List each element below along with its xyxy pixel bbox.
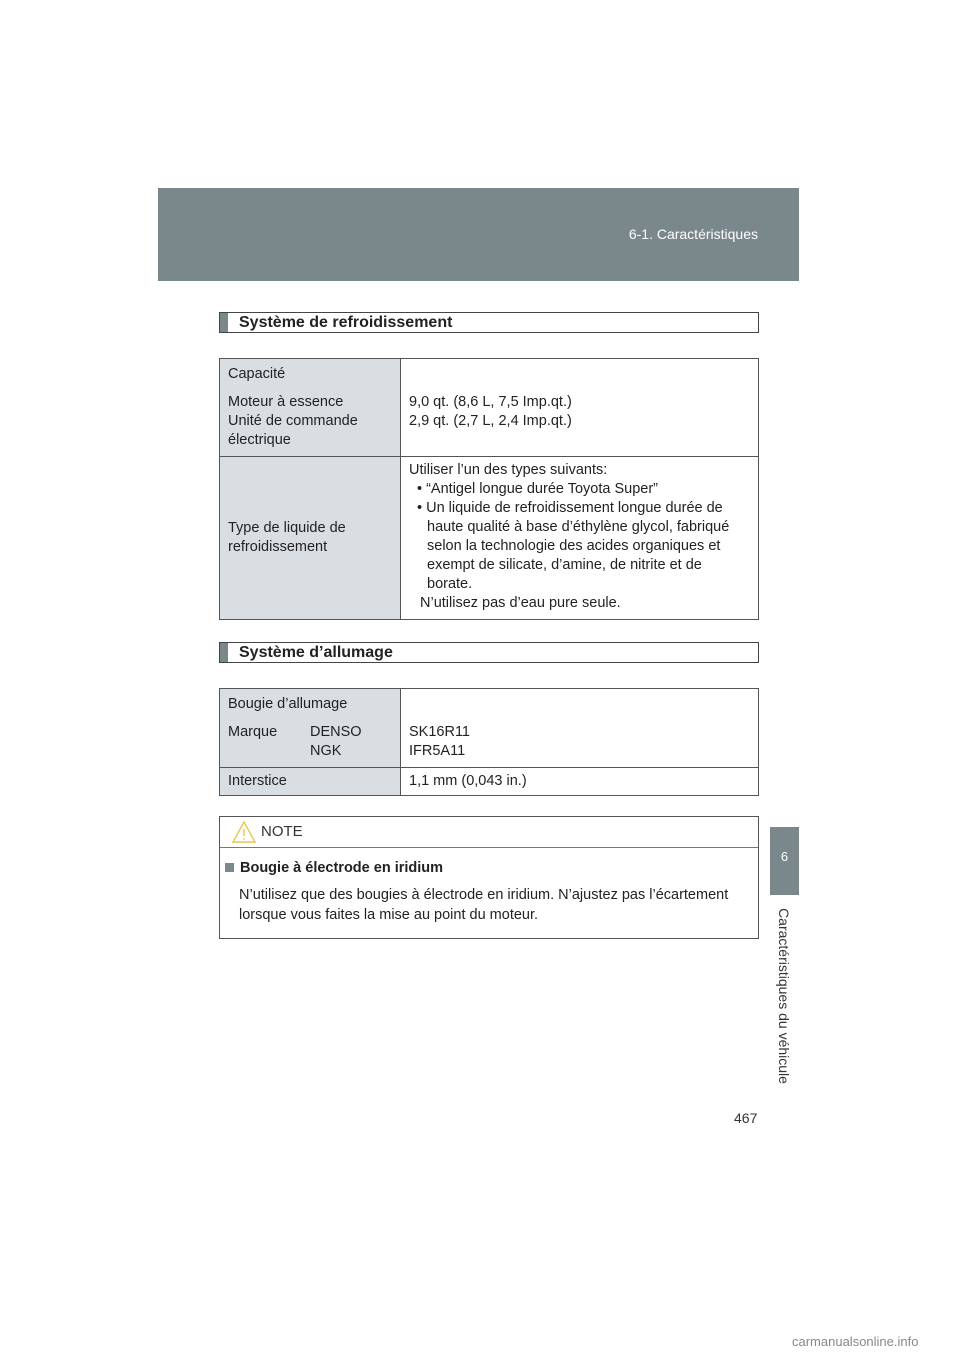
unit-label-2: électrique — [228, 432, 291, 448]
note-box — [219, 816, 759, 939]
page-number: 467 — [734, 1110, 758, 1126]
brand-denso: DENSO — [310, 724, 362, 740]
chapter-tab — [770, 827, 799, 895]
section-label: 6-1. Caractéristiques — [628, 226, 758, 242]
brand-label: Marque — [228, 724, 278, 740]
watermark: carmanualsonline.info — [792, 1334, 919, 1349]
spark-plug-value-denso: SK16R11 — [409, 724, 470, 740]
ignition-section-title: Système d’allumage — [239, 644, 393, 661]
engine-label: Moteur à essence — [228, 394, 344, 410]
gap-label: Interstice — [228, 773, 287, 789]
header-band — [158, 188, 799, 281]
coolant-item-2: • Un liquide de refroidissement longue durée de haute qualité à base d’éthylène glycol, fabriqué selon la technologie des acides organiques et exempt de silicate, d’amine, de nitrite et de borate. — [417, 500, 730, 592]
cooling-section-title-bar — [219, 312, 759, 333]
table-row — [220, 457, 759, 620]
table-row — [220, 768, 759, 796]
square-bullet-icon — [225, 863, 234, 872]
coolant-warning: N’utilisez pas d’eau pure seule. — [420, 595, 621, 611]
coolant-label-cell — [220, 457, 401, 620]
spark-plug-label: Bougie d’allumage — [228, 696, 348, 712]
capacity-value-cell — [401, 359, 759, 457]
spark-plug-label-cell — [220, 689, 401, 768]
brand-ngk: NGK — [310, 743, 342, 759]
capacity-label: Capacité — [228, 366, 286, 382]
cooling-section-title: Système de refroidissement — [239, 314, 453, 331]
cooling-spec-table — [219, 358, 759, 620]
gap-value-cell — [401, 768, 759, 796]
unit-capacity-value: 2,9 qt. (2,7 L, 2,4 Imp.qt.) — [409, 413, 572, 429]
ignition-spec-table — [219, 688, 759, 796]
coolant-value-cell — [401, 457, 759, 620]
coolant-label-2: refroidissement — [228, 539, 328, 555]
ignition-section-title-bar — [219, 642, 759, 663]
note-header — [220, 817, 758, 848]
coolant-item-1: • “Antigel longue durée Toyota Super” — [417, 481, 658, 497]
spark-plug-value-ngk: IFR5A11 — [409, 743, 466, 759]
table-row — [220, 359, 759, 457]
note-subtitle: Bougie à électrode en iridium — [240, 860, 444, 876]
chapter-number: 6 — [780, 849, 789, 864]
note-subtitle-row — [225, 860, 443, 876]
capacity-label-cell — [220, 359, 401, 457]
gap-value: 1,1 mm (0,043 in.) — [409, 773, 527, 789]
note-body: N’utilisez que des bougies à électrode en iridium. N’ajustez pas l’écartement lorsque vous faites la mise au point du moteur. — [239, 887, 729, 923]
spark-plug-value-cell — [401, 689, 759, 768]
table-row — [220, 689, 759, 768]
gap-label-cell — [220, 768, 401, 796]
engine-capacity-value: 9,0 qt. (8,6 L, 7,5 Imp.qt.) — [409, 394, 572, 410]
chapter-label-text: Caractéristiques du véhicule — [776, 907, 792, 1084]
note-title: NOTE — [261, 823, 303, 840]
chapter-label — [771, 903, 797, 1088]
warning-triangle-icon — [231, 820, 257, 844]
coolant-label-1: Type de liquide de — [228, 520, 346, 536]
coolant-intro: Utiliser l’un des types suivants: — [409, 462, 608, 478]
unit-label-1: Unité de commande — [228, 413, 358, 429]
